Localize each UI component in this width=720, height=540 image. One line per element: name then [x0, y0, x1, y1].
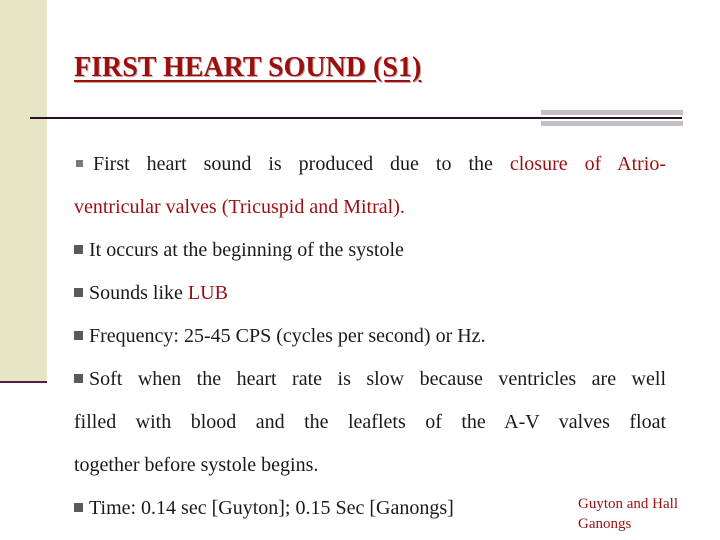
left-decorative-band — [0, 0, 47, 383]
slide-title: FIRST HEART SOUND (S1) — [74, 52, 422, 83]
bullet-line-1 — [74, 143, 666, 186]
bullet-line-1-cont — [74, 186, 666, 229]
square-bullet-icon — [74, 288, 83, 297]
references — [578, 494, 678, 534]
bullet-line-2 — [74, 229, 666, 272]
square-bullet-icon — [74, 245, 83, 254]
bullet-5-text-cont-2: together before systole begins. — [74, 454, 319, 476]
square-bullet-icon — [76, 160, 83, 167]
title-rule-accent-bottom — [541, 121, 683, 126]
bullet-line-3 — [74, 272, 666, 315]
bullet-2-text: It occurs at the beginning of the systole — [89, 239, 404, 261]
bullet-1-highlight: closure of Atrio- — [509, 153, 666, 175]
title-rule-accent-top — [541, 110, 683, 115]
bullet-line-5 — [74, 358, 666, 401]
title-rule — [30, 117, 682, 119]
square-bullet-icon — [74, 503, 83, 512]
bullet-line-5-cont-1 — [74, 401, 666, 444]
bullet-line-5-cont-2 — [74, 444, 666, 487]
bullet-5-text-cont-1: filled with blood and the leaflets of the A-V valves float — [74, 411, 666, 433]
bullet-3-text: Sounds like — [89, 282, 188, 304]
square-bullet-icon — [74, 374, 83, 383]
bullet-6-text: Time: 0.14 sec [Guyton]; 0.15 Sec [Ganongs] — [89, 497, 454, 519]
reference-guyton: Guyton and Hall — [578, 496, 678, 512]
bullet-4-text: Frequency: 25-45 CPS (cycles per second) or Hz. — [89, 325, 486, 347]
slide-body — [74, 143, 666, 530]
bullet-line-4 — [74, 315, 666, 358]
reference-ganongs: Ganongs — [578, 516, 632, 532]
bullet-1-text: First heart sound is produced due to the — [93, 153, 510, 175]
bullet-5-text: Soft when the heart rate is slow because ventricles are well — [89, 368, 666, 390]
square-bullet-icon — [74, 331, 83, 340]
left-band-bottom — [0, 383, 47, 540]
bullet-1-highlight-cont: ventricular valves (Tricuspid and Mitral). — [74, 196, 405, 218]
bullet-3-highlight: LUB — [187, 282, 228, 304]
